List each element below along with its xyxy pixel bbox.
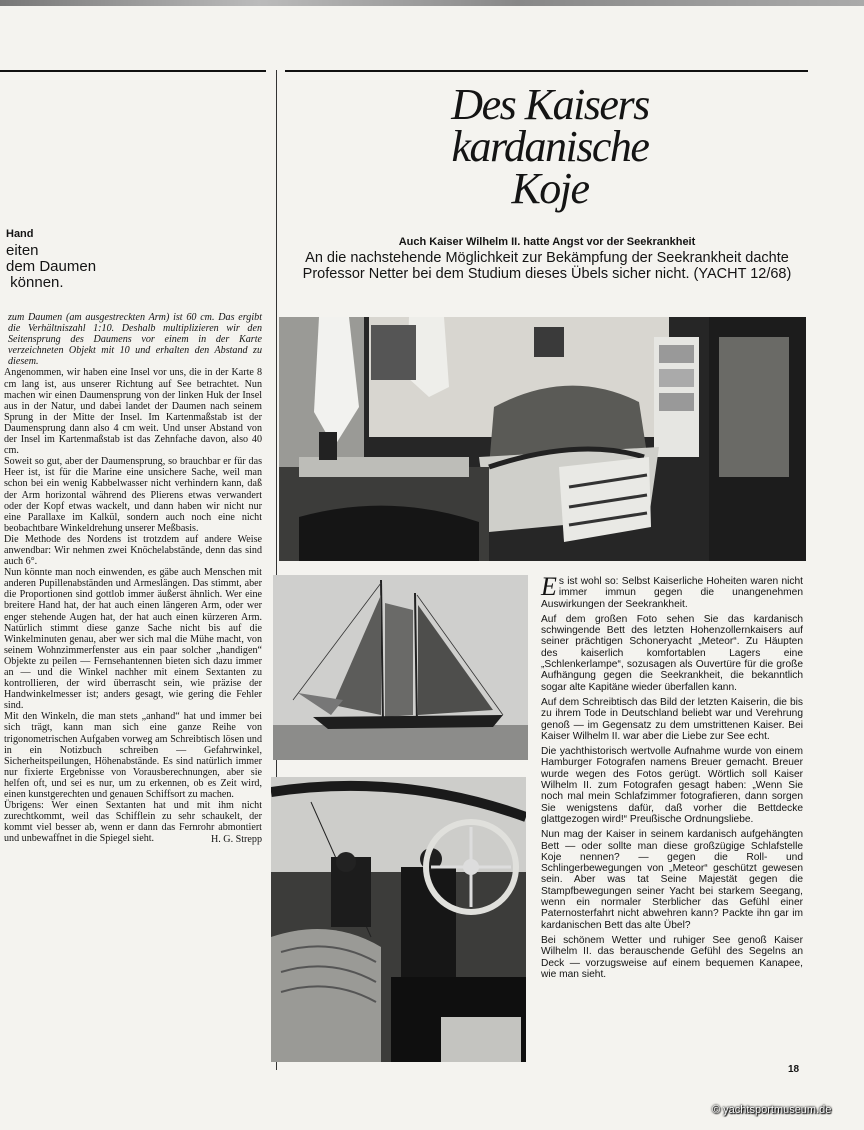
emperor-on-deck-photo	[271, 777, 526, 1062]
scan-top-edge	[0, 0, 864, 6]
left-paragraph: zum Daumen (am ausgestreckten Arm) ist 60 cm. Das ergibt die Verhältniszahl 1:10. Deshalb multiplizieren wir den Seitensprung des Daumens vor einem in der Karte verzeichneten Objekt mit 10 und erhalten den Abstand zu diesem.	[8, 312, 262, 368]
left-heading-fragment	[6, 228, 268, 291]
article-paragraph-text: s ist wohl so: Selbst Kaiserliche Hoheiten waren nicht immer immun gegen die unangenehmen Auswirkungen der Seekrankheit.	[541, 576, 803, 610]
page-number: 18	[788, 1064, 800, 1075]
article-title	[300, 80, 800, 213]
author-signature: H. G. Strepp	[210, 833, 262, 845]
left-column-text	[4, 312, 262, 845]
left-paragraph: Nun könnte man noch einwenden, es gäbe auch Menschen mit anderen Pupillenabständen und Armeslängen. Das stimmt, aber die Proportionen sind gottlob immer äußerst ähnlich. Wer eine breitere Hand hat, der hat auch einen längeren Arm, oder wer enger stehende Augen hat, der hat auch einen kürzeren Arm. Natürlich stimmt diese ganze Sache nicht bis auf die Winkelminuten genau, aber wer sich mal die Mühe macht, von seinem Wohnzimmerfenster aus ein paar solcher „handigen“ Objekte zu peilen — Fernsehantennen bieten sich dazu immer an — und die Winkel nachher mit einem Sextanten zu kontrollieren, der wird überrascht sein, wie präzise der Handwinkelmesser ist; anders gesagt, wie gering die Fehler sind.	[4, 567, 262, 712]
cabin-bed-photo	[279, 317, 806, 561]
article-paragraph: Die yachthistorisch wertvolle Aufnahme wurde von einem Hamburger Fotografen namens Breuer gemacht. Breuer wurde wegen des Fotos gerügt. Wörtlich soll Kaiser Wilhelm II. zum Fotografen gesagt haben: „Wenn Sie noch mal mein Schlafzimmer fotografieren, dann sorgen Sie wenigstens dafür, daß vorher die Bettdecke glattgezogen wird!“ Preußische Ordnungsliebe.	[541, 746, 803, 825]
left-heading-label: Hand	[6, 228, 34, 240]
left-column-rule	[0, 70, 266, 72]
left-paragraph: Mit den Winkeln, die man stets „anhand“ hat und immer bei sich trägt, kann man sich eine ganze Reihe von trigonometrischen Aufgaben vorweg am Schreibtisch lösen und in ein Notizbuch schreiben — Gefahrwinkel, Sicherheitspeilungen, Höhenabstände. Es sind natürlich immer nur fixierte Ergebnisse von Vorausberechnungen, aber sie helfen oft, und sei es nur, um zu erkennen, ob es Zeit wird, einen kunstgerechten und genauen Schiffsort zu machen.	[4, 711, 262, 801]
article-top-rule	[285, 70, 808, 72]
title-line: kardanische	[451, 122, 649, 171]
article-paragraph: Auf dem Schreibtisch das Bild der letzten Kaiserin, die bis zu ihrem Tode in Deutschland beliebt war und Verehrung genoß — im Gegensatz zu dem umstrittenen Kaiser. Bei Kaiser Wilhelm II. war aber die Liebe zur See echt.	[541, 696, 803, 742]
article-paragraph: Bei schönem Wetter und ruhiger See genoß Kaiser Wilhelm II. das berauschende Gefühl des Segelns an Deck — vorzugsweise auf einem bequemen Kanapee, wie man sieht.	[541, 934, 803, 980]
article-intro: An die nachstehende Möglichkeit zur Bekämpfung der Seekrankheit dachte Professor Netter bei dem Studium dieses Übels sicher nicht. (YACHT 12/68)	[302, 250, 792, 282]
left-heading-line: eiten	[6, 242, 39, 259]
title-line: Koje	[511, 164, 589, 213]
left-heading-line: können.	[6, 274, 64, 291]
article-body	[541, 572, 803, 984]
left-paragraph: Die Methode des Nordens ist trotzdem auf andere Weise anwendbar: Wir nehmen zwei Knöchelabstände, denn das sind auch 6°.	[4, 533, 262, 568]
left-heading-line: dem Daumen	[6, 258, 97, 275]
copyright-watermark: © yachtsportmuseum.de	[712, 1104, 832, 1116]
article-subtitle: Auch Kaiser Wilhelm II. hatte Angst vor der Seekrankheit	[398, 236, 696, 248]
left-paragraph: Soweit so gut, aber der Daumensprung, so brauchbar er für das Heer ist, ist für die Marine eine unsichere Sache, weil man schon bei ein wenig Kabbelwasser nicht verhindern kann, daß der Arm horizontal während des Plierens etwas verwandert oder der Kopf etwas wackelt, und dann haben wir nicht nur eine Parallaxe im Kalkül, sondern auch noch eine nicht beobachtbare Winkeldrehung unserer Meßbasis.	[4, 456, 262, 534]
article-paragraph: Auf dem großen Foto sehen Sie das kardanisch schwingende Bett des letzten Hohenzollernkaisers auf seiner prächtigen Schoneryacht „Meteor“. Zu Häupten des kaiserlich komfortablen Lagers eine „Schlenkerlampe“, sozusagen als Ouvertüre für die große Aufhängung gegen die Seekrankheit, die bekanntlich sogar alte Kapitäne wieder überfallen kann.	[541, 613, 803, 693]
left-paragraph: Übrigens: Wer einen Sextanten hat und mit ihm nicht zurechtkommt, weil das Schifflein zu sehr schaukelt, der kommt viel besser ab, wenn er dann das Fernrohr abmontiert und unbewaffnet in die Spiegel sieht.	[4, 800, 262, 845]
schooner-meteor-photo	[273, 575, 528, 760]
article-paragraph: Nun mag der Kaiser in seinem kardanisch aufgehängten Bett — oder sollte man diese großzügige Schlafstelle Koje nennen? — gegen die Roll- und Schlingerbewegungen von „Meteor“ geschützt gewesen sein. Aber was tat Seine Majestät gegen die Stampfbewegungen seiner Yacht bei starkem Seegang, wenn ein normaler Sterblicher das Gefühl einer Paternosterfahrt nicht abwehren kann? Packte ihn gar im kardanischen Bett das alte Übel?	[541, 829, 803, 931]
drop-cap: E	[541, 572, 557, 601]
article-paragraph	[541, 572, 803, 610]
title-line: Des Kaisers	[451, 80, 649, 129]
left-paragraph: Angenommen, wir haben eine Insel vor uns, die in der Karte 8 cm lang ist, aus unserer Richtung auf See betrachtet. Nun machen wir einen Daumensprung von der linken Huk der Insel aus in der Natur, und dabei landet der Daumen nach seinem Sprung in der Mitte der Insel. Im Kartenmaßstab ist der Daumensprung dann also 4 cm weit. Und unser Abstand von der Insel im Kartenmaßstab ist das Zehnfache davon, also 40 cm.	[4, 367, 262, 457]
